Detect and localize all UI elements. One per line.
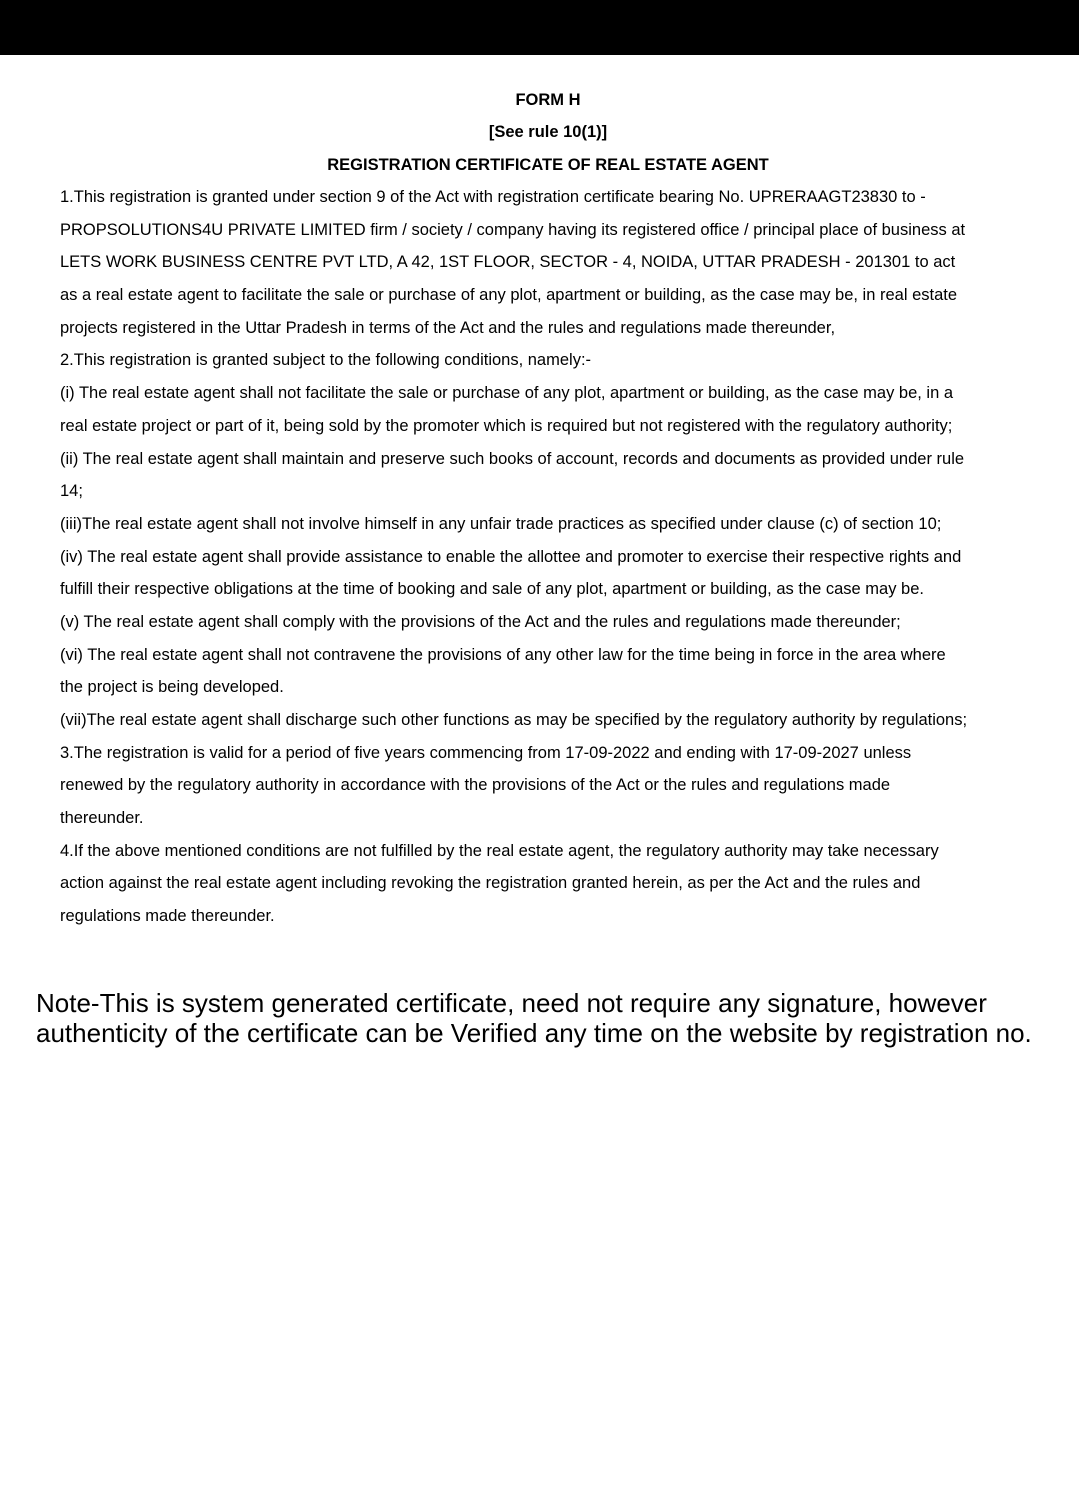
body-line: (i) The real estate agent shall not facilitate the sale or purchase of any plot, apartment or building, as the case may be, in a — [60, 384, 954, 403]
body-line: as a real estate agent to facilitate the sale or purchase of any plot, apartment or building, as the case may be, in real estate — [60, 286, 958, 305]
body-line: fulfill their respective obligations at the time of booking and sale of any plot, apartment or building, as the case may be. — [60, 580, 924, 599]
top-black-bar — [0, 0, 1079, 55]
certificate-body — [60, 181, 1072, 933]
body-line: (iv) The real estate agent shall provide assistance to enable the allottee and promoter to exercise their respective rights and — [60, 547, 962, 566]
body-line: projects registered in the Uttar Pradesh in terms of the Act and the rules and regulations made thereunder, — [60, 318, 836, 337]
certificate-title: REGISTRATION CERTIFICATE OF REAL ESTATE AGENT — [327, 156, 769, 174]
body-line: (ii) The real estate agent shall maintain and preserve such books of account, records and documents as provided under rule — [60, 449, 965, 468]
body-line: the project is being developed. — [60, 678, 284, 697]
body-line: 1.This registration is granted under section 9 of the Act with registration certificate bearing No. UPRERAAGT23830 to - — [60, 188, 926, 206]
body-line: thereunder. — [60, 809, 144, 828]
body-line: 2.This registration is granted subject to the following conditions, namely:- — [60, 351, 592, 370]
body-line: (vii)The real estate agent shall discharge such other functions as may be specified by the regulatory authority by regulations; — [60, 711, 968, 729]
body-line: (v) The real estate agent shall comply with the provisions of the Act and the rules and regulations made thereunder; — [60, 612, 901, 631]
body-line: renewed by the regulatory authority in accordance with the provisions of the Act or the rules and regulations made — [60, 776, 891, 795]
body-line: (vi) The real estate agent shall not contravene the provisions of any other law for the time being in force in the area where — [60, 645, 946, 664]
body-line: 14; — [60, 482, 83, 501]
system-generated-note: Note-This is system generated certificate, need not require any signature, however authenticity of the certificate can be Verified any time on the website by registration no. — [36, 988, 1032, 1048]
form-title: FORM H — [515, 91, 581, 109]
body-line: regulations made thereunder. — [60, 907, 275, 926]
rule-reference: [See rule 10(1)] — [488, 123, 608, 141]
body-line: LETS WORK BUSINESS CENTRE PVT LTD, A 42, 1ST FLOOR, SECTOR - 4, NOIDA, UTTAR PRADESH - 201301 to act — [60, 253, 956, 272]
body-line: PROPSOLUTIONS4U PRIVATE LIMITED firm / society / company having its registered office / principal place of business at — [60, 220, 966, 239]
body-line: 4.If the above mentioned conditions are not fulfilled by the real estate agent, the regulatory authority may take necessary — [60, 841, 939, 860]
body-line: action against the real estate agent including revoking the registration granted herein, as per the Act and the rules and — [60, 874, 921, 893]
body-line: real estate project or part of it, being sold by the promoter which is required but not registered with the regulatory authority; — [60, 416, 953, 435]
body-line: (iii)The real estate agent shall not involve himself in any unfair trade practices as specified under clause (c) of section 10; — [60, 514, 942, 533]
body-line: 3.The registration is valid for a period of five years commencing from 17-09-2022 and ending with 17-09-2027 unless — [60, 743, 912, 762]
